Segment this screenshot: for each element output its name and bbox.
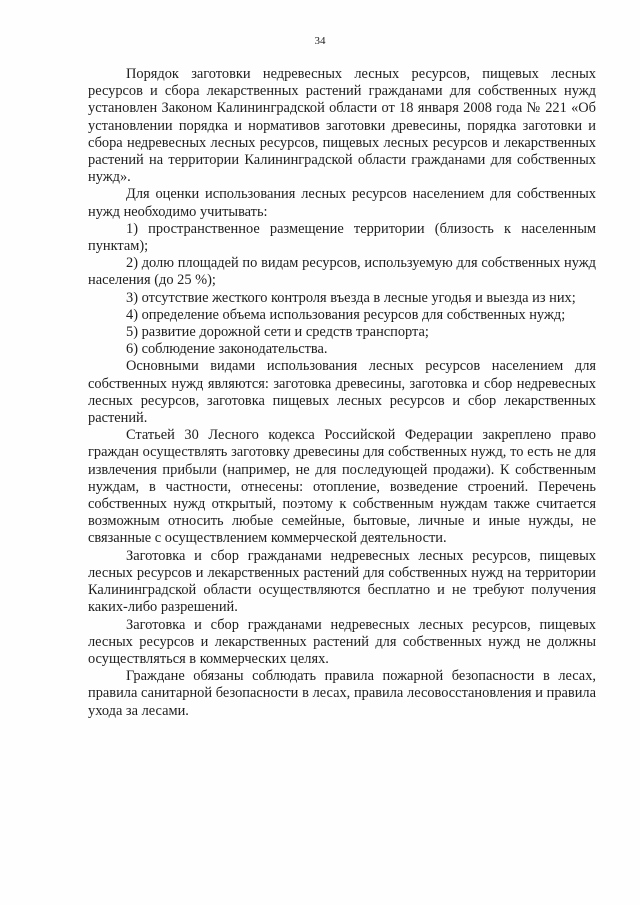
list-item-1: 1) пространственное размещение территории (близость к населенным пунктам);: [88, 220, 596, 255]
page-number: 34: [314, 35, 326, 47]
list-item-2: 2) долю площадей по видам ресурсов, используемую для собственных нужд населения (до 25 %);: [88, 255, 596, 289]
paragraph-free-harvesting: Заготовка и сбор гражданами недревесных лесных ресурсов, пищевых лесных ресурсов и лекарственных растений для собственных нужд на территории Калининградской области осуществляются бесплатно и не требуют получения каких-либо разрешений.: [88, 547, 596, 616]
list-item-4: 4) определение объема использования ресурсов для собственных нужд;: [126, 306, 566, 323]
paragraph-main-types: Основными видами использования лесных ресурсов населением для собственных нужд являются: заготовка древесины, заготовка и сбор недревесных лесных ресурсов, заготовка пищевых лесных ресурсов и сбор лекарственных растений.: [88, 358, 596, 427]
list-item-3: 3) отсутствие жесткого контроля въезда в лесные угодья и выезда из них;: [126, 289, 576, 306]
paragraph-obligations: Граждане обязаны соблюдать правила пожарной безопасности в лесах, правила санитарной безопасности в лесах, правила лесовосстановления и правила ухода за лесами.: [88, 668, 596, 719]
document-body: [88, 66, 596, 720]
list-item-5: 5) развитие дорожной сети и средств транспорта;: [126, 324, 429, 341]
paragraph-non-commercial: Заготовка и сбор гражданами недревесных лесных ресурсов, пищевых лесных ресурсов и лекарственных растений для собственных нужд не должны осуществляться в коммерческих целях.: [88, 616, 596, 667]
paragraph-assessment-intro: Для оценки использования лесных ресурсов населением для собственных нужд необходимо учитывать:: [88, 186, 596, 220]
paragraph-article-30: Статьей 30 Лесного кодекса Российской Федерации закреплено право граждан осуществлять заготовку древесины для собственных нужд, то есть не для извлечения прибыли (например, не для последующей продажи). К собственным нуждам, в частности, отнесены: отопление, возведение строений. Перечень собственных нужд открытый, поэтому к собственным нуждам также считается возможным относить любые семейные, бытовые, личные и иные нужды, не связанные с осуществлением коммерческой деятельности.: [88, 427, 596, 547]
paragraph-legal-basis: Порядок заготовки недревесных лесных ресурсов, пищевых лесных ресурсов и сбора лекарственных растений гражданами для собственных нужд установлен Законом Калининградской области от 18 января 2008 года № 221 «Об установлении порядка и нормативов заготовки древесины, порядка заготовки и сбора недревесных лесных ресурсов, пищевых лесных ресурсов и лекарственных растений на территории Калининградской области гражданами для собственных нужд».: [88, 66, 596, 186]
list-item-6: 6) соблюдение законодательства.: [126, 341, 328, 358]
